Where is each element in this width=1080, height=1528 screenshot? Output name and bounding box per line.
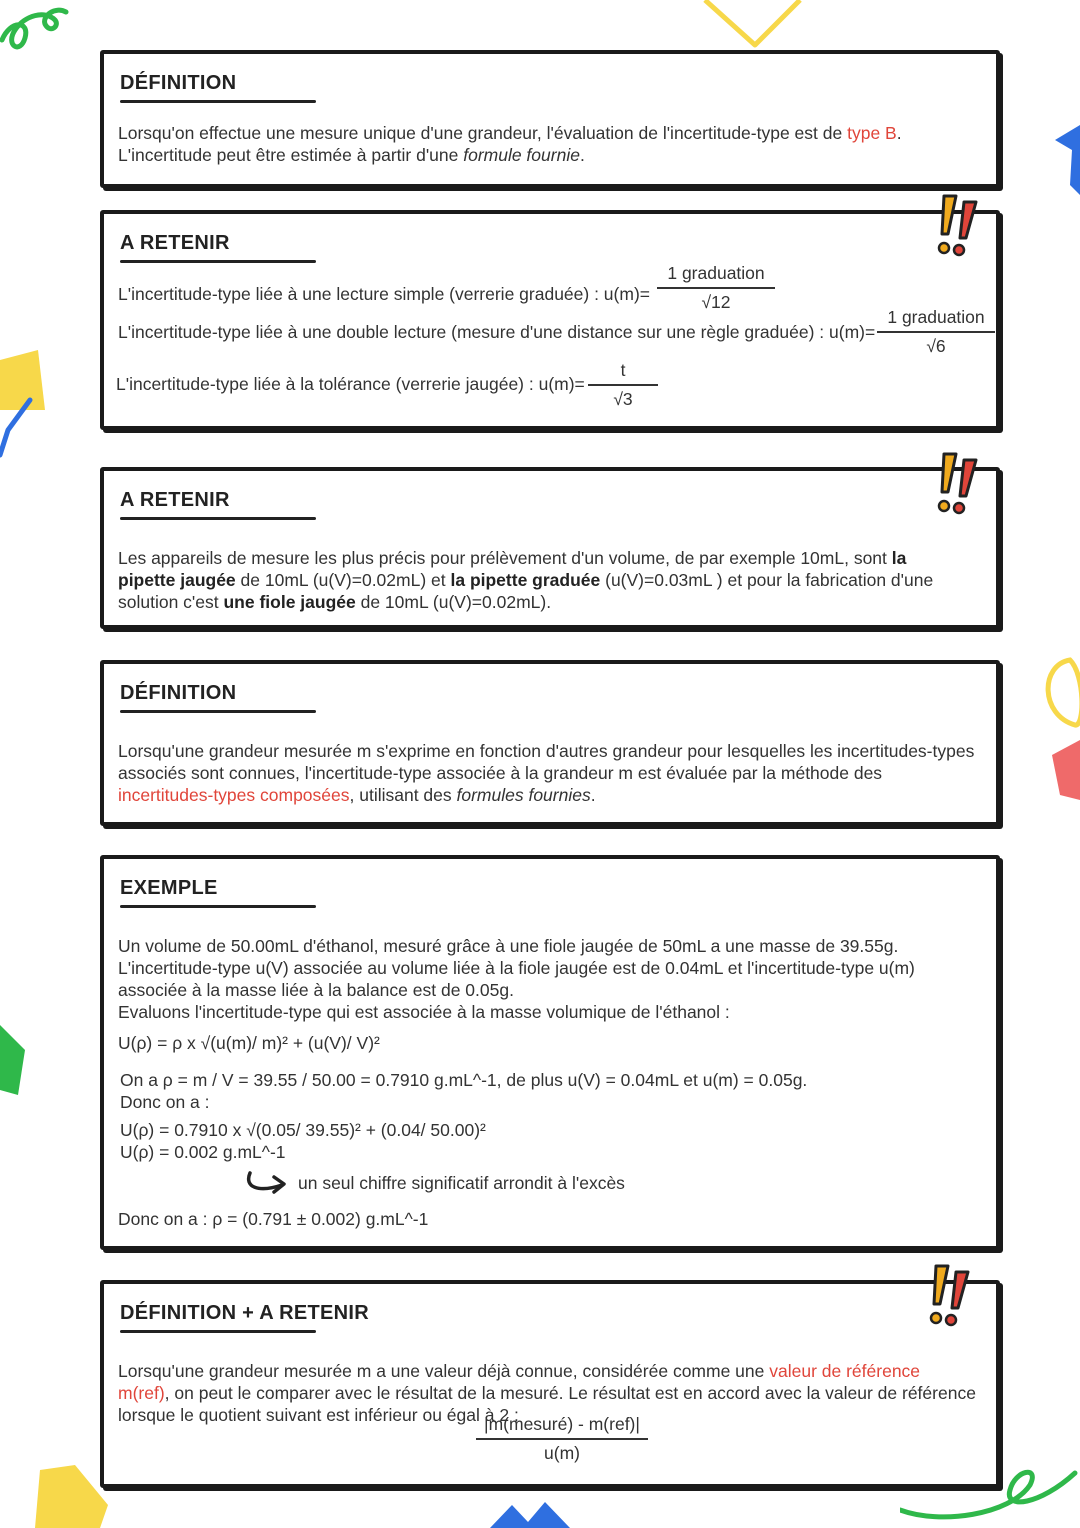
example-line: Donc on a : (120, 1092, 210, 1112)
box-title: DÉFINITION (120, 72, 237, 94)
decor-blue-bottom (490, 1500, 570, 1528)
decor-yellow-bottom-left (30, 1465, 110, 1528)
text-part: Lorsqu'une grandeur mesurée m s'exprime en fonction d'autres grandeur pour lesquelles les incertitudes-types associés sont connues, l'incertitude-type associée à la grandeur m est évaluée par la méthode des (118, 741, 975, 783)
example-final-result: Donc on a : ρ = (0.791 ± 0.002) g.mL^-1 (118, 1209, 429, 1229)
decor-yellow-heart-top (700, 0, 810, 50)
example-line: L'incertitude-type u(V) associée au volume liée à la fiole jaugée est de 0.04mL et l'incertitude-type u(m) associée à la masse liée à la balance est de 0.05g. (118, 958, 915, 1000)
example-line: U(ρ) = 0.002 g.mL^-1 (120, 1142, 286, 1162)
example-intro (118, 935, 976, 1023)
retenir-box-formulas (100, 210, 1000, 430)
decor-green-left (0, 1020, 30, 1100)
box-title: DÉFINITION (120, 682, 237, 704)
title-underline (120, 100, 316, 103)
definition-retenir-box-reference (100, 1280, 1000, 1488)
text-part: . (896, 123, 902, 143)
text-part: . (579, 145, 585, 165)
fraction-double-reading (877, 307, 995, 357)
fraction-denominator: √12 (701, 291, 731, 312)
text-part: , on peut le comparer avec le résultat de la mesuré. Le résultat est en accord avec la valeur de référence lorsque le quotient suivant est inférieur ou égal à 2 : (118, 1383, 976, 1425)
box-title: EXEMPLE (120, 877, 218, 899)
italic-formule-fournie: formule fournie (463, 145, 580, 165)
example-line: On a ρ = m / V = 39.55 / 50.00 = 0.7910 g.mL^-1, de plus u(V) = 0.04mL et u(m) = 0.05g. (120, 1070, 808, 1090)
box-title: DÉFINITION + A RETENIR (120, 1302, 370, 1324)
text-part: de 10mL (u(V)=0.02mL) et (235, 570, 451, 590)
retenir-box-instruments (100, 467, 1000, 629)
definition-text (118, 122, 976, 166)
text-part: Lorsqu'une grandeur mesurée m a une valeur déjà connue, considérée comme une (118, 1361, 770, 1381)
double-exclamation-icon (930, 450, 980, 516)
example-calc (120, 1069, 976, 1113)
bold-fiole-jaugee: une fiole jaugée (223, 592, 356, 612)
bold-pipette-jaugee: la pipette jaugée (118, 548, 907, 590)
rounding-note: un seul chiffre significatif arrondit à l'excès (298, 1173, 625, 1193)
example-line: Un volume de 50.00mL d'éthanol, mesuré grâce à une fiole jaugée de 50mL a une masse de 39.55g. (118, 936, 899, 956)
fraction-denominator: √3 (613, 388, 633, 409)
example-line: U(ρ) = 0.7910 x √(0.05/ 39.55)² + (0.04/ 50.00)² (120, 1120, 486, 1140)
composed-text (118, 740, 976, 806)
decor-yellow-pink-right (1030, 655, 1080, 805)
decor-yellow-blue-left (0, 350, 50, 460)
formula-line-tolerance: L'incertitude-type liée à la tolérance (verrerie jaugée) : u(m)= (116, 374, 585, 394)
text-part: (u(V)=0.03mL ) et pour la fabrication d'une solution c'est (118, 570, 934, 612)
definition-box-composed (100, 660, 1000, 826)
decor-blue-shape-right (1050, 125, 1080, 195)
box-title: A RETENIR (120, 489, 230, 511)
example-result (120, 1119, 976, 1163)
fraction-numerator: 1 graduation (887, 307, 985, 327)
fraction-numerator: |m(mesuré) - m(ref)| (484, 1414, 640, 1434)
definition-box-type-b (100, 50, 1000, 188)
box-title: A RETENIR (120, 232, 230, 254)
fraction-reference-quotient (476, 1414, 648, 1464)
text-part: , utilisant des (349, 785, 457, 805)
fraction-numerator: t (620, 360, 626, 380)
double-exclamation-icon (930, 192, 980, 258)
instruments-text (118, 547, 946, 613)
fraction-simple-reading (657, 263, 775, 313)
text-part: Les appareils de mesure les plus précis pour prélèvement d'un volume, de par exemple 10mL, sont (118, 548, 892, 568)
example-line: Evaluons l'incertitude-type qui est associée à la masse volumique de l'éthanol : (118, 1002, 730, 1022)
bold-pipette-graduee: la pipette graduée (450, 570, 601, 590)
text-part: . (590, 785, 596, 805)
fraction-tolerance (588, 360, 658, 410)
example-box (100, 855, 1000, 1250)
fraction-denominator: √6 (926, 335, 946, 356)
italic-formules-fournies: formules fournies (456, 785, 591, 805)
title-underline (120, 710, 316, 713)
text-part: de 10mL (u(V)=0.02mL). (355, 592, 552, 612)
highlight-incertitudes-composees: incertitudes-types composées (118, 785, 350, 805)
text-part: L'incertitude peut être estimée à partir d'une (118, 145, 464, 165)
title-underline (120, 1330, 316, 1333)
double-exclamation-icon (922, 1262, 972, 1328)
title-underline (120, 905, 316, 908)
curved-arrow-icon (244, 1171, 290, 1197)
highlight-valeur-reference: valeur de référence m(ref) (118, 1361, 921, 1403)
formula-uncertainty-rho: U(ρ) = ρ x √(u(m)/ m)² + (u(V)/ V)² (118, 1033, 380, 1053)
fraction-numerator: 1 graduation (667, 263, 765, 283)
text-part: Lorsqu'on effectue une mesure unique d'une grandeur, l'évaluation de l'incertitude-type est de (118, 123, 848, 143)
formula-line-double-reading: L'incertitude-type liée à une double lecture (mesure d'une distance sur une règle graduée) : u(m)= (118, 322, 876, 342)
formula-line-simple-reading: L'incertitude-type liée à une lecture simple (verrerie graduée) : u(m)= (118, 284, 650, 304)
title-underline (120, 260, 316, 263)
highlight-type-b: type B (847, 123, 897, 143)
fraction-denominator: u(m) (544, 1442, 580, 1463)
title-underline (120, 517, 316, 520)
decor-green-scribble-top-left (0, 0, 70, 60)
